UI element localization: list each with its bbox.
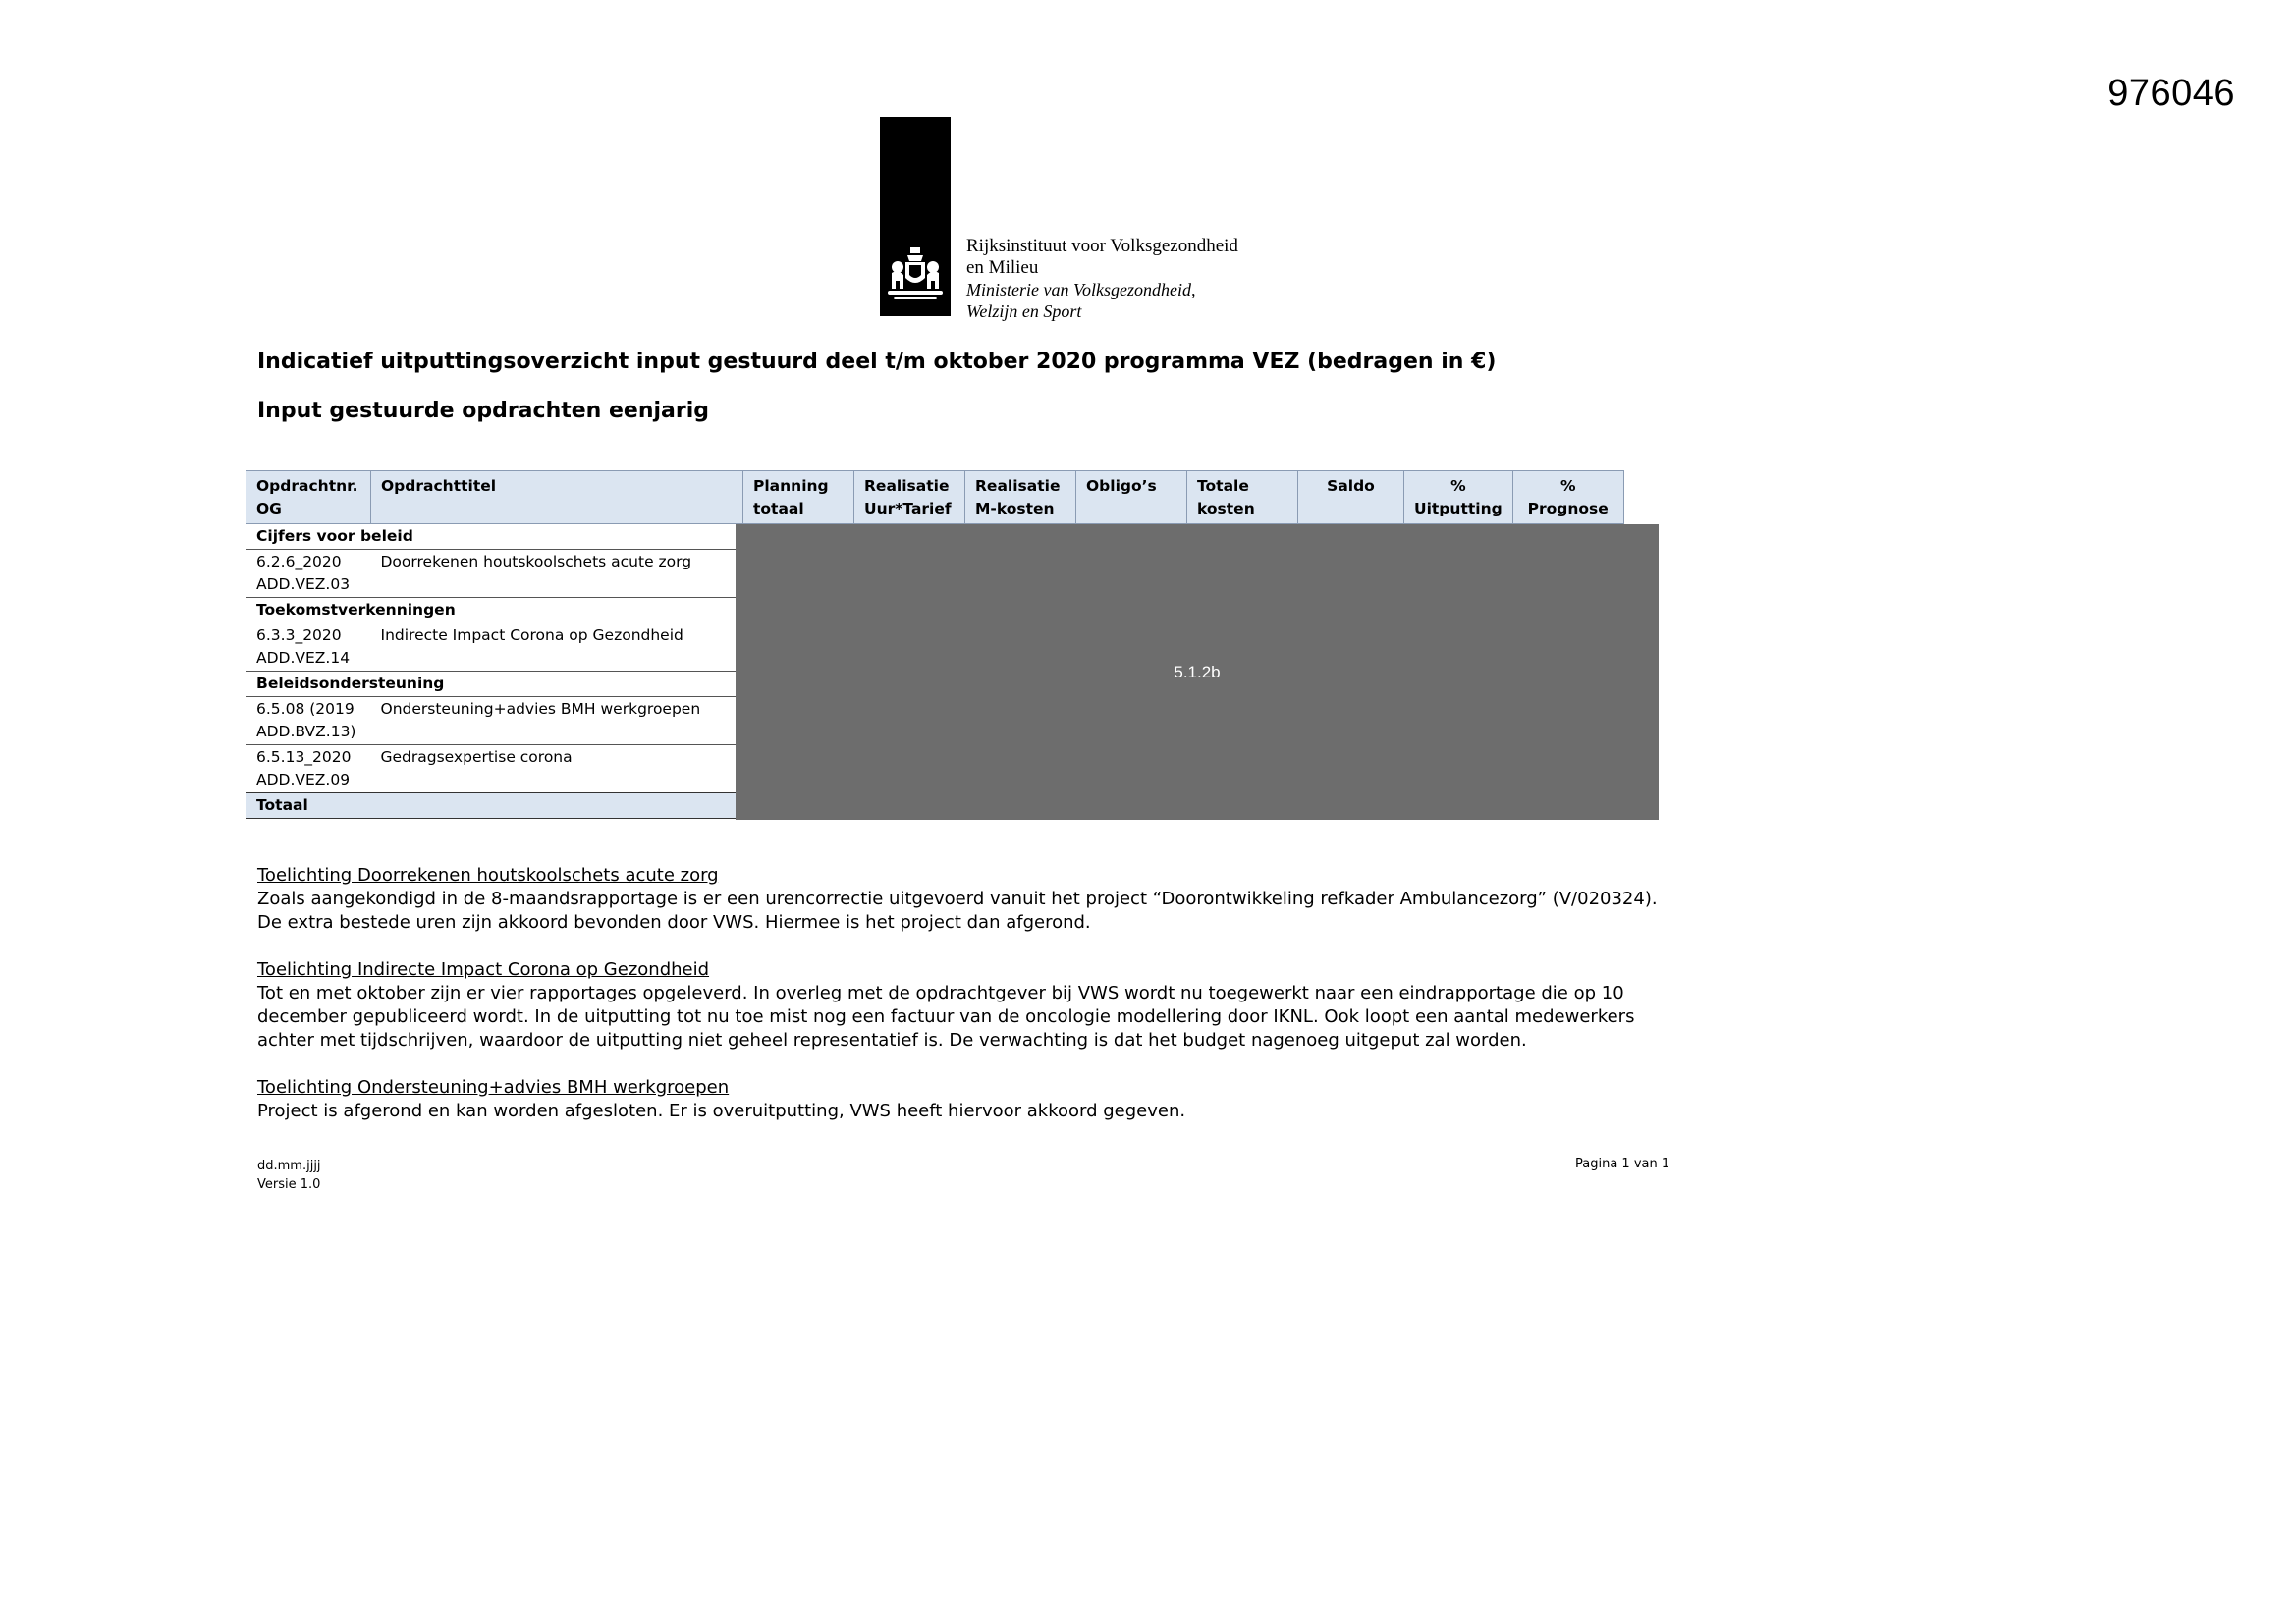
- notes-section: [257, 864, 1671, 1147]
- col-uitputting: % Uitputting: [1404, 471, 1513, 524]
- note-block: [257, 864, 1671, 935]
- section-label: Beleidsondersteuning: [246, 672, 743, 697]
- footer-meta: [257, 1157, 321, 1194]
- redaction-block: [736, 524, 1659, 820]
- royal-crest-icon: [884, 245, 947, 302]
- col-realisatie-uur: Realisatie Uur*Tarief: [854, 471, 965, 524]
- note-block: [257, 958, 1671, 1053]
- section-label: Toekomstverkenningen: [246, 598, 743, 623]
- note-heading: Toelichting Ondersteuning+advies BMH werkgroepen: [257, 1077, 730, 1098]
- organization-block: [966, 236, 1238, 322]
- section-label: Cijfers voor beleid: [246, 524, 743, 550]
- row-number: 6.3.3_2020 ADD.VEZ.14: [246, 623, 371, 672]
- note-line: De extra bestede uren zijn akkoord bevonden door VWS. Hiermee is het project dan afgerond.: [257, 912, 1091, 933]
- note-line: Tot en met oktober zijn er vier rapportages opgeleverd. In overleg met de opdrachtgever bij VWS wordt nu toegewerkt naar een eindrapportage die op 10: [257, 983, 1624, 1003]
- row-title: Indirecte Impact Corona op Gezondheid: [371, 623, 743, 672]
- col-opdrachttitel: Opdrachttitel: [371, 471, 743, 524]
- note-line: achter met tijdschrijven, waardoor de uitputting niet geheel representatief is. De verwachting is dat het budget nagenoeg uitgeput zal worden.: [257, 1030, 1527, 1051]
- footer-version: Versie 1.0: [257, 1177, 321, 1192]
- document-title: Indicatief uitputtingsoverzicht input gestuurd deel t/m oktober 2020 programma VEZ (bedragen in €): [257, 350, 1497, 374]
- note-block: [257, 1076, 1671, 1123]
- document-number: 976046: [2107, 73, 2235, 114]
- footer-date: dd.mm.jjjj: [257, 1159, 321, 1173]
- ministry-line-2: Welzijn en Sport: [966, 301, 1082, 321]
- footer-page-number: Pagina 1 van 1: [1575, 1157, 1670, 1171]
- row-title: Ondersteuning+advies BMH werkgroepen: [371, 697, 743, 745]
- note-heading: Toelichting Indirecte Impact Corona op Gezondheid: [257, 959, 710, 980]
- ministry-line-1: Ministerie van Volksgezondheid,: [966, 280, 1196, 299]
- note-heading: Toelichting Doorrekenen houtskoolschets acute zorg: [257, 865, 719, 886]
- col-realisatie-m: Realisatie M-kosten: [965, 471, 1076, 524]
- row-number: 6.5.13_2020 ADD.VEZ.09: [246, 745, 371, 793]
- col-planning: Planning totaal: [743, 471, 854, 524]
- logo-bar: [880, 117, 951, 316]
- row-number: 6.5.08 (2019 ADD.BVZ.13): [246, 697, 371, 745]
- redaction-label: 5.1.2b: [1174, 662, 1221, 681]
- row-title: Gedragsexpertise corona: [371, 745, 743, 793]
- organization-line-1: Rijksinstituut voor Volksgezondheid: [966, 236, 1238, 256]
- table-header-row: [246, 471, 1624, 524]
- row-title: Doorrekenen houtskoolschets acute zorg: [371, 550, 743, 598]
- col-totale-kosten: Totale kosten: [1187, 471, 1298, 524]
- col-obligos: Obligo’s: [1076, 471, 1187, 524]
- organization-line-2: en Milieu: [966, 257, 1039, 278]
- col-opdrachtnr: Opdrachtnr. OG: [246, 471, 371, 524]
- col-saldo: Saldo: [1298, 471, 1404, 524]
- total-label: Totaal: [246, 793, 743, 819]
- note-line: Zoals aangekondigd in de 8-maandsrapportage is er een urencorrectie uitgevoerd vanuit het project “Doorontwikkeling refkader Ambulancezorg” (V/020324).: [257, 889, 1658, 909]
- col-prognose: % Prognose: [1512, 471, 1623, 524]
- row-number: 6.2.6_2020 ADD.VEZ.03: [246, 550, 371, 598]
- note-line: Project is afgerond en kan worden afgesloten. Er is overuitputting, VWS heeft hiervoor akkoord gegeven.: [257, 1101, 1186, 1121]
- note-line: december gepubliceerd wordt. In de uitputting tot nu toe mist nog een factuur van de oncologie modellering door IKNL. Ook loopt een aantal medewerkers: [257, 1006, 1635, 1027]
- section-subtitle: Input gestuurde opdrachten eenjarig: [257, 399, 710, 423]
